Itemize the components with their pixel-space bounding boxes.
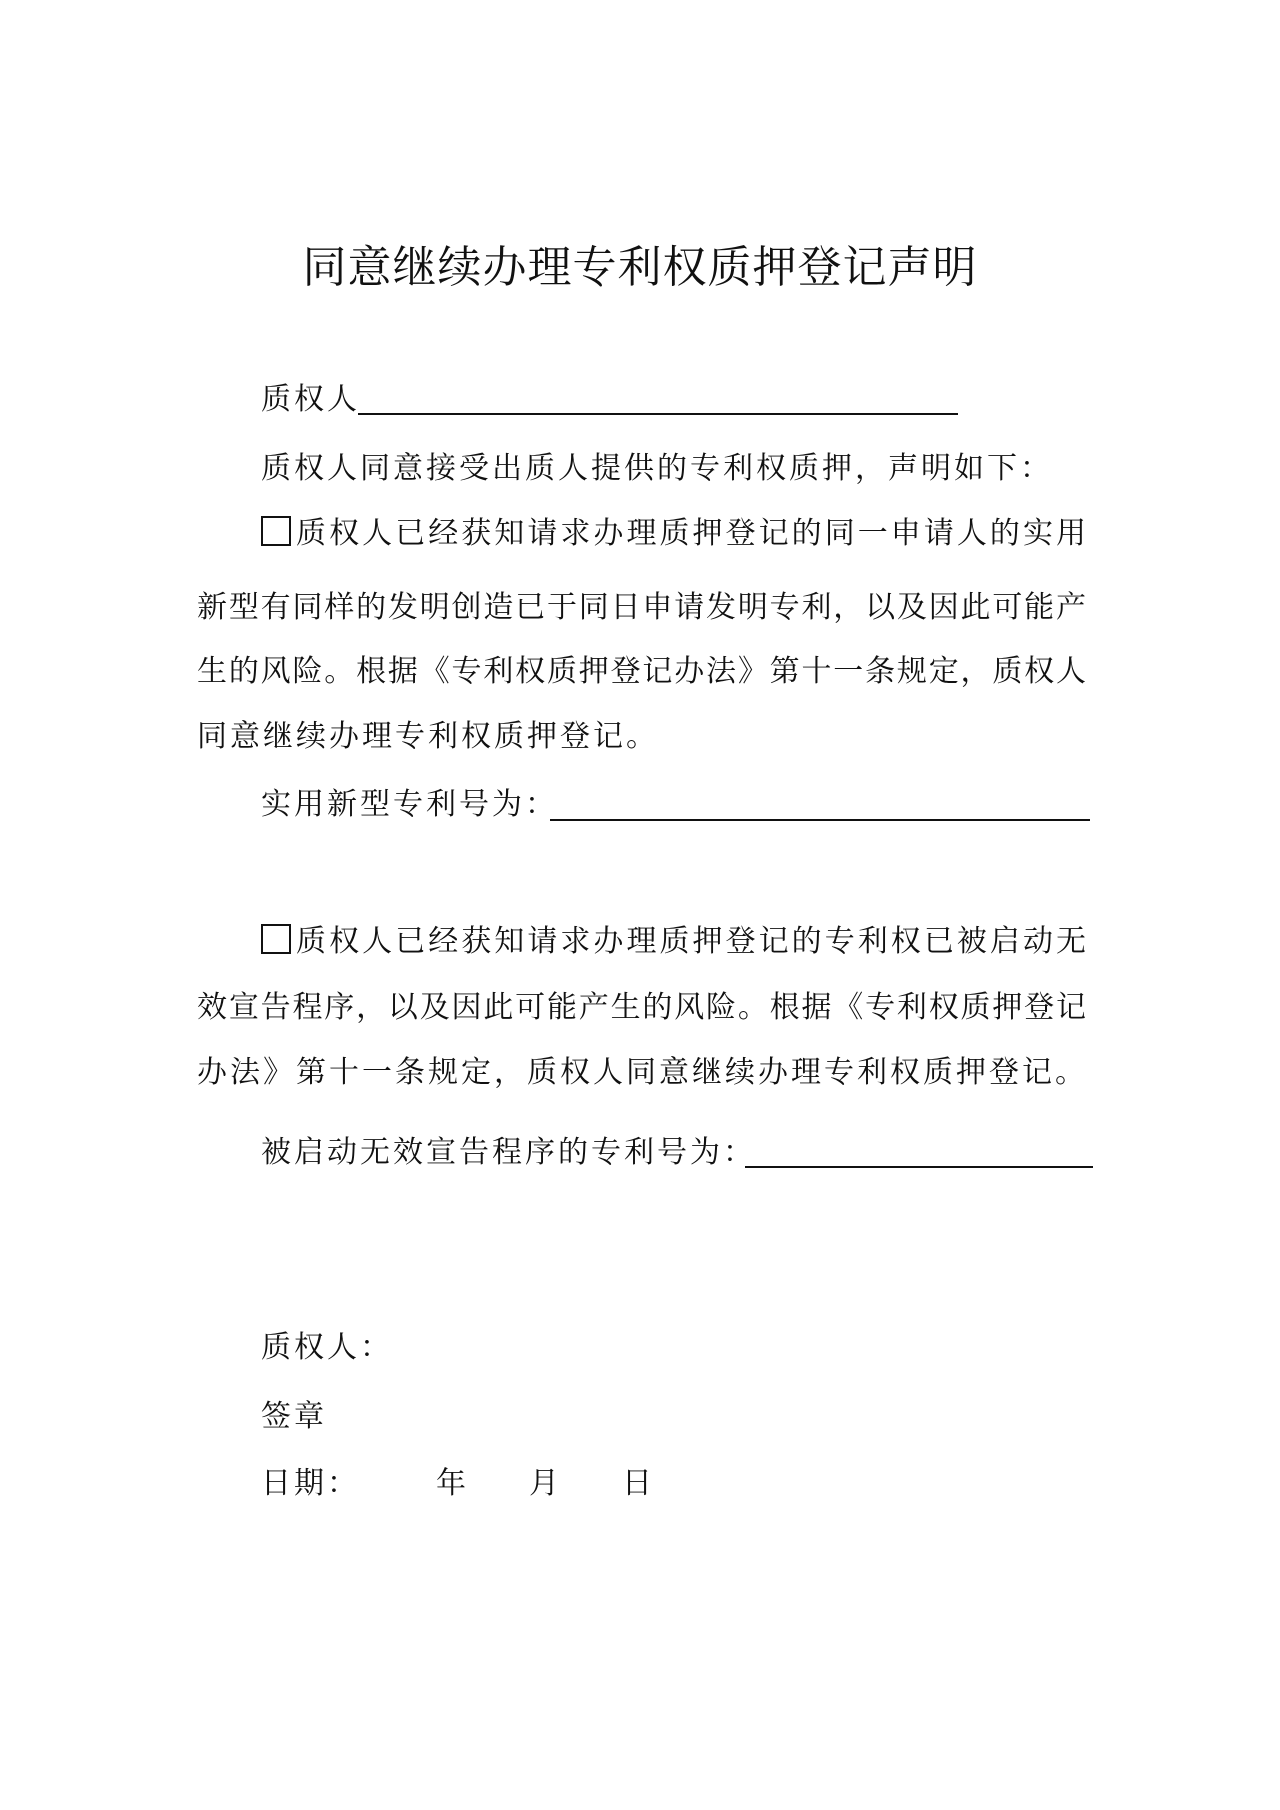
option1-paragraph-line-1	[261, 512, 1086, 556]
invalidation-patent-number-label: 被启动无效宣告程序的专利号为：	[261, 1135, 756, 1170]
date-year-label: 年	[436, 1466, 469, 1501]
page-title: 同意继续办理专利权质押登记声明	[302, 242, 978, 293]
option2-checkbox[interactable]	[261, 924, 291, 954]
option1-text-line-4: 同意继续办理专利权质押登记。	[197, 719, 659, 754]
date-label: 日期：	[261, 1466, 360, 1501]
date-month-label: 月	[529, 1466, 562, 1501]
utility-model-number-field[interactable]	[550, 819, 1090, 821]
option1-checkbox[interactable]	[261, 516, 291, 546]
option1-text-line-3: 生的风险。根据《专利权质押登记办法》第十一条规定，质权人	[197, 654, 1086, 689]
signature-date-row	[261, 1462, 655, 1506]
signature-seal-label: 签章	[261, 1399, 327, 1434]
date-day-label: 日	[622, 1466, 655, 1501]
option2-text-line-2: 效宣告程序，以及因此可能产生的风险。根据《专利权质押登记	[197, 990, 1086, 1025]
option1-text-line-2: 新型有同样的发明创造已于同日申请发明专利，以及因此可能产	[197, 590, 1086, 625]
invalidation-patent-number-field[interactable]	[745, 1166, 1093, 1168]
option2-text-line-3: 办法》第十一条规定，质权人同意继续办理专利权质押登记。	[197, 1055, 1088, 1090]
option2-paragraph-line-1	[261, 920, 1086, 964]
pledgee-label: 质权人	[261, 382, 360, 417]
pledgee-name-field[interactable]	[358, 413, 958, 415]
option1-text-line-1: 质权人已经获知请求办理质押登记的同一申请人的实用	[293, 516, 1086, 551]
intro-text: 质权人同意接受出质人提供的专利权质押，声明如下：	[261, 451, 1053, 486]
signature-pledgee-label: 质权人：	[261, 1330, 393, 1365]
utility-model-number-label: 实用新型专利号为：	[261, 787, 558, 822]
option2-text-line-1: 质权人已经获知请求办理质押登记的专利权已被启动无	[293, 924, 1086, 959]
